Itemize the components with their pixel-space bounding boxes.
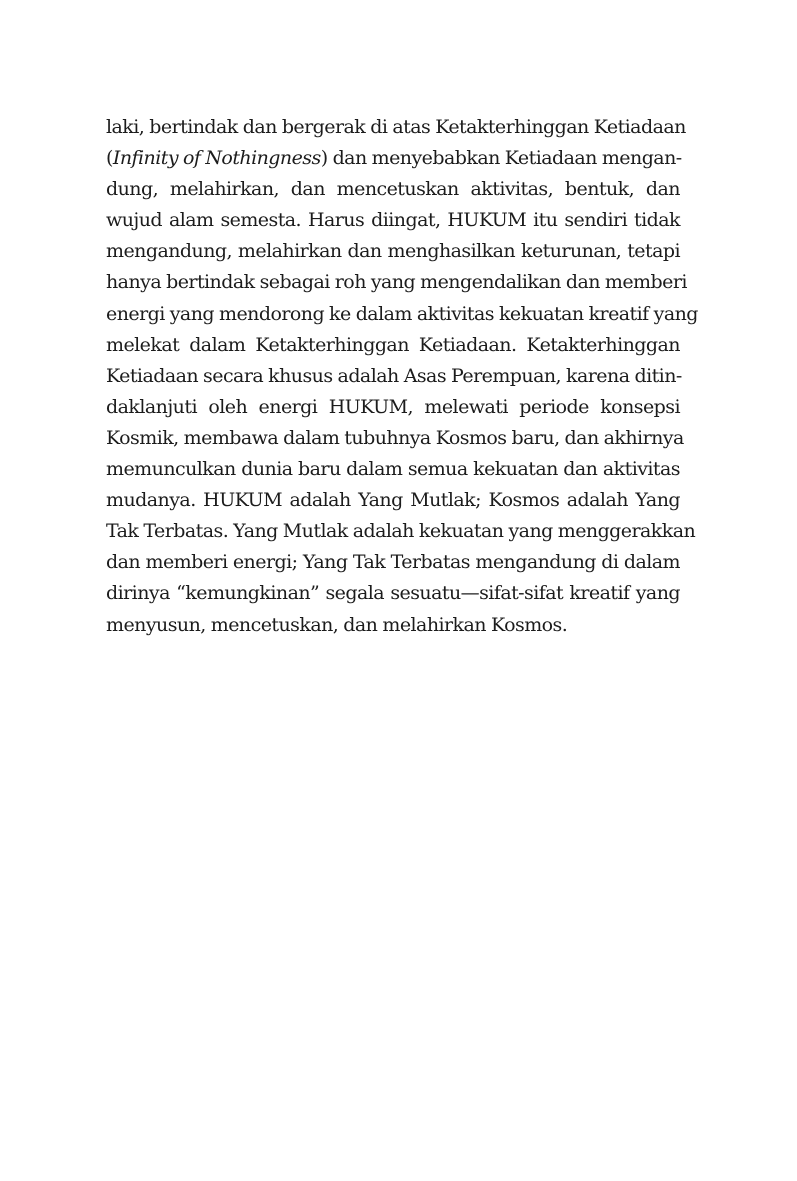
text-line-16: dirinya “kemungkinan” segala sesuatu—sifat-sifat kreatif yang	[106, 582, 680, 605]
text-line-17: menyusun, mencetuskan, dan melahirkan Kosmos.	[106, 613, 568, 636]
text-line-15: dan memberi energi; Yang Tak Terbatas mengandung di dalam	[106, 551, 680, 574]
text-line-5: mengandung, melahirkan dan menghasilkan keturunan, tetapi	[106, 240, 680, 263]
text-line-11: Kosmik, membawa dalam tubuhnya Kosmos baru, dan akhirnya	[106, 426, 684, 449]
italic-term: Infinity of Nothingness	[112, 147, 321, 170]
open-parenthesis: (	[106, 147, 113, 170]
text-line-6: hanya bertindak sebagai roh yang mengendalikan dan memberi	[106, 271, 687, 294]
text-line-1: laki, bertindak dan bergerak di atas Ketakterhinggan Ketiadaan	[106, 116, 686, 138]
text-line-14: Tak Terbatas. Yang Mutlak adalah kekuatan yang menggerakkan	[106, 520, 696, 543]
text-line-7: energi yang mendorong ke dalam aktivitas kekuatan kreatif yang	[106, 302, 698, 325]
text-line-12: memunculkan dunia baru dalam semua kekuatan dan aktivitas	[106, 458, 680, 481]
line-2-rest: ) dan menyebabkan Ketiadaan mengan-	[320, 147, 682, 170]
text-line-10: daklanjuti oleh energi HUKUM, melewati periode konsepsi	[106, 395, 680, 418]
text-line-3: dung, melahirkan, dan mencetuskan aktivitas, bentuk, dan	[106, 178, 680, 201]
text-line-9: Ketiadaan secara khusus adalah Asas Perempuan, karena ditin-	[106, 364, 682, 387]
text-line-13: mudanya. HUKUM adalah Yang Mutlak; Kosmos adalah Yang	[106, 489, 680, 512]
text-line-2	[106, 143, 680, 174]
text-line-4: wujud alam semesta. Harus diingat, HUKUM itu sendiri tidak	[106, 209, 680, 232]
body-paragraph	[106, 112, 698, 641]
text-line-8: melekat dalam Ketakterhinggan Ketiadaan. Ketakterhinggan	[106, 333, 680, 356]
